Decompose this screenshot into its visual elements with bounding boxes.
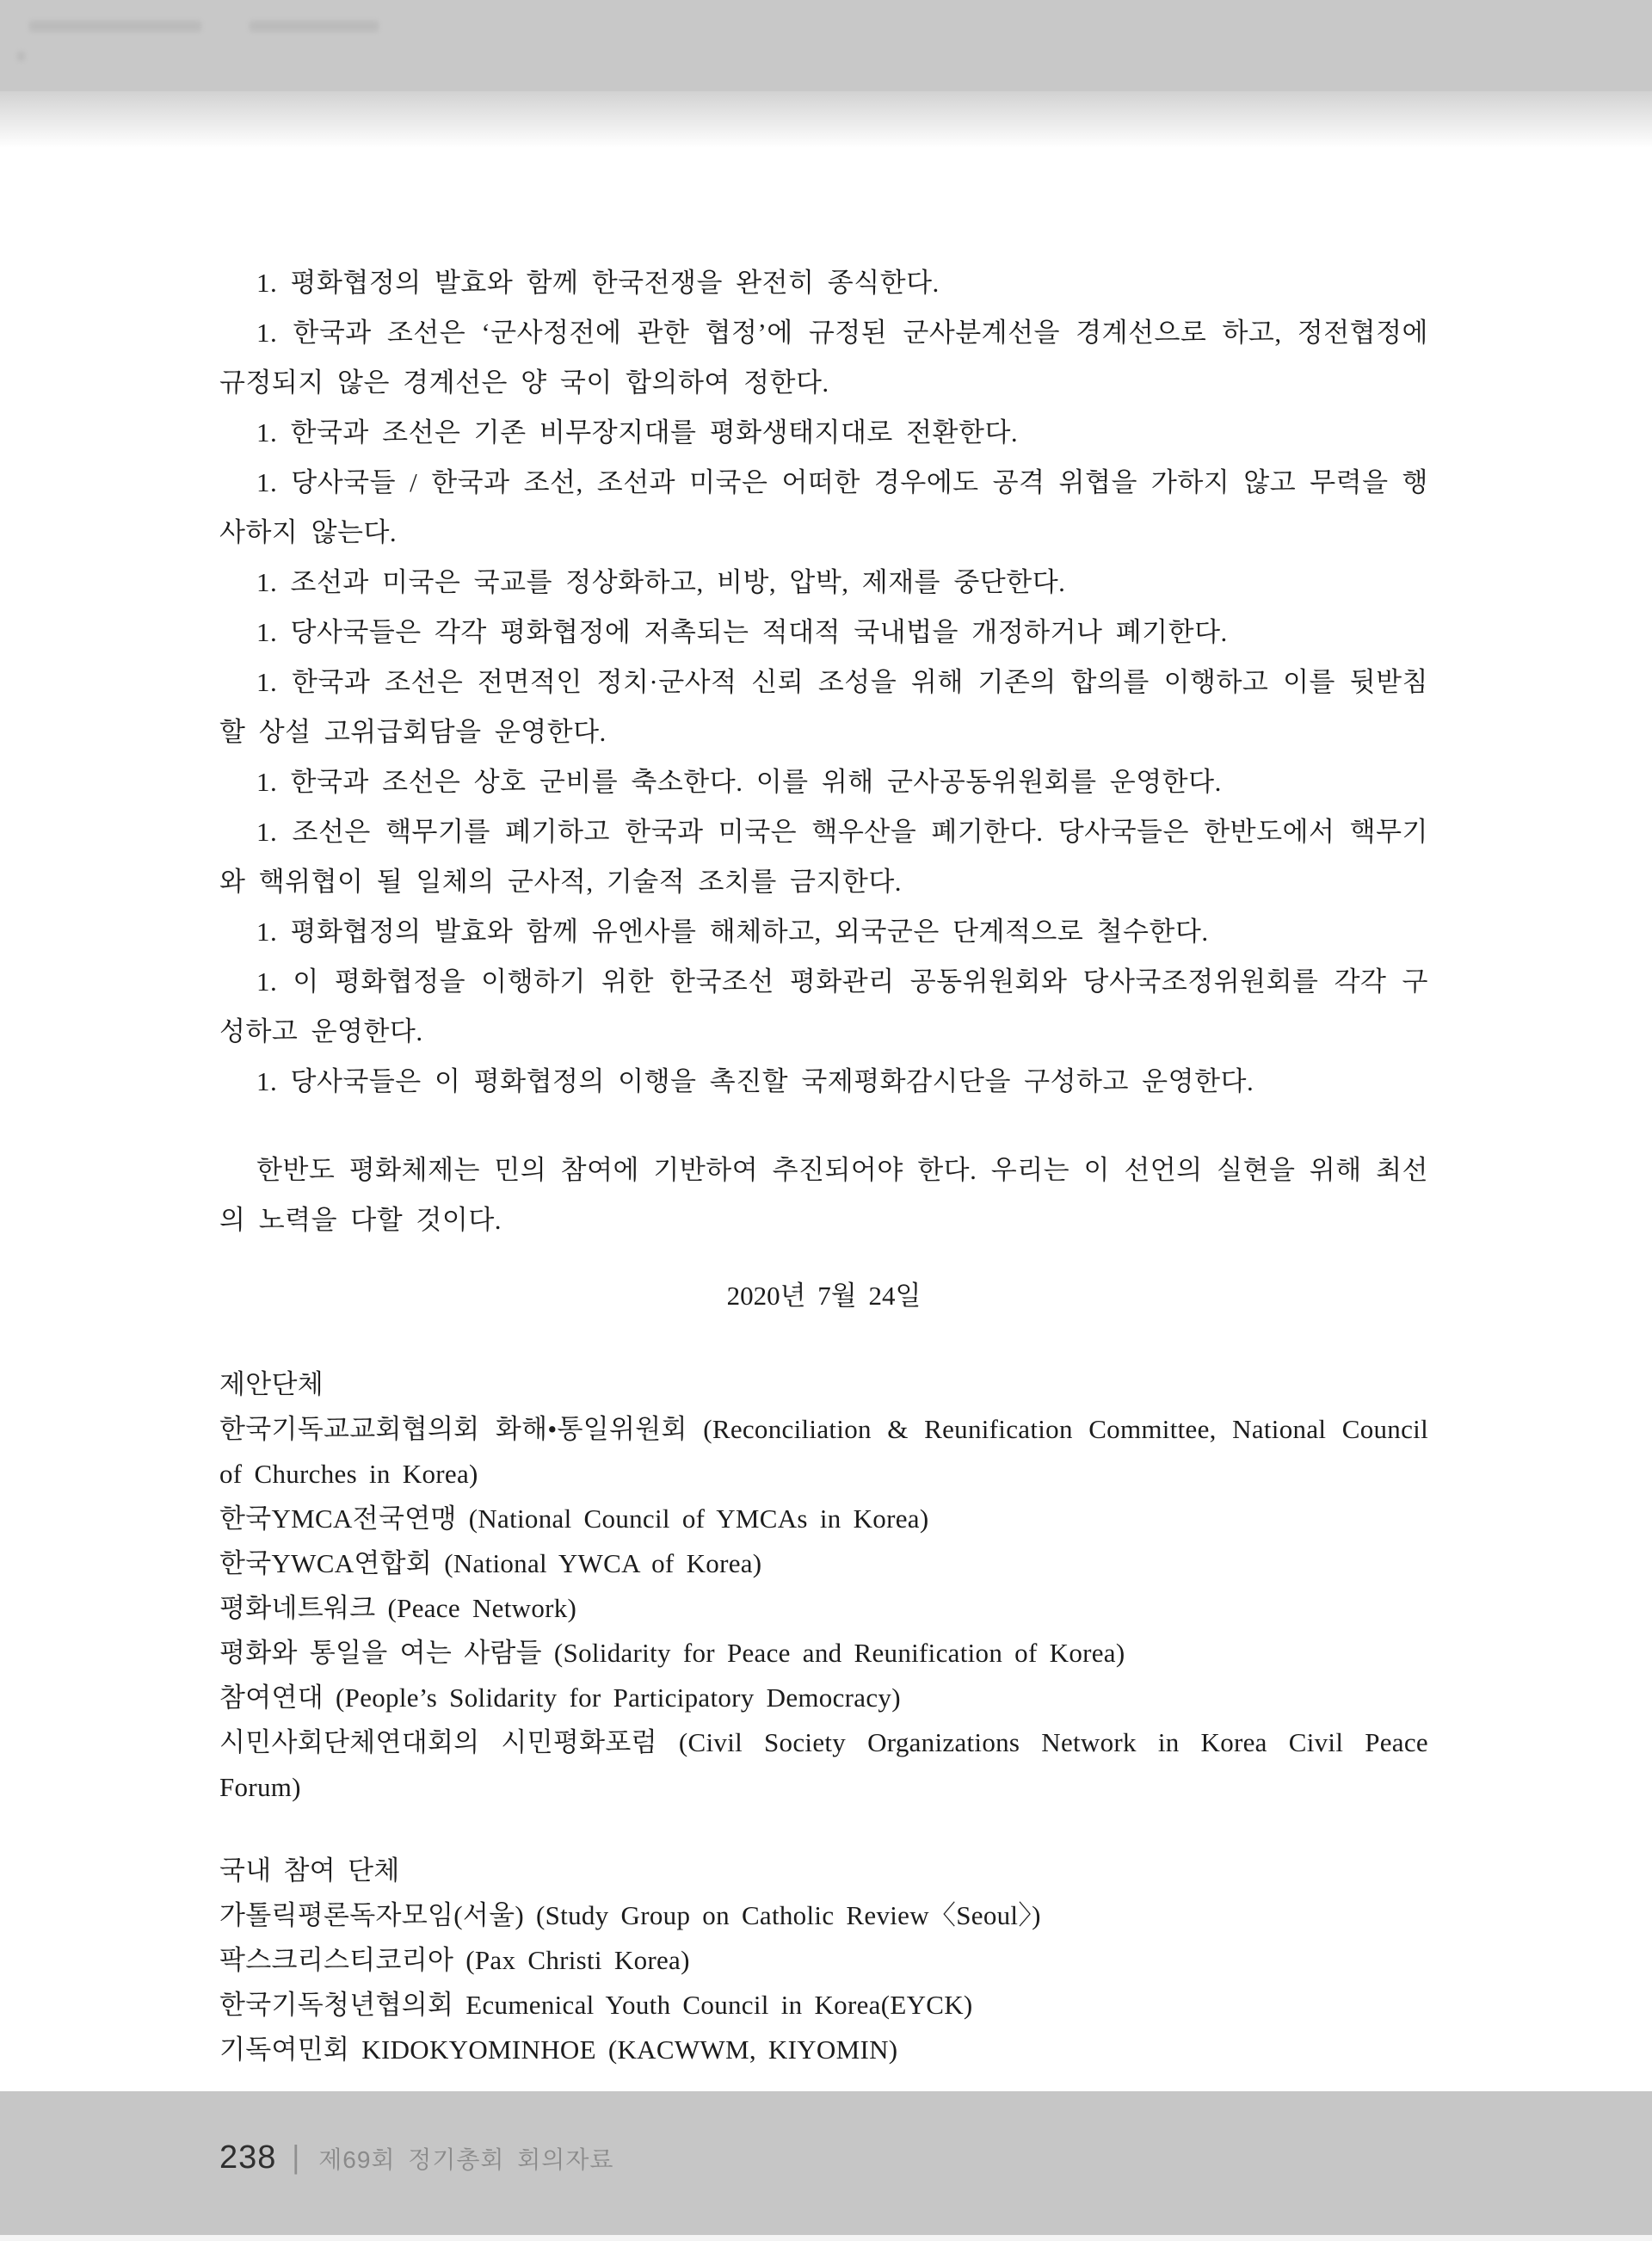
organization-line: 한국기독교교회협의회 화해•통일위원회 (Reconciliation & Reunification Committee, National Council of Churches in Korea) [219,1414,1428,1489]
declaration-item [219,558,1428,608]
item-number: 1. [256,268,278,298]
organization-line: 가톨릭평론독자모임(서울) (Study Group on Catholic Review〈Seoul〉) [219,1900,1041,1930]
page-bottom-edge [0,2235,1652,2241]
item-number: 1. [256,817,278,847]
closing-paragraph: 한반도 평화체제는 민의 참여에 기반하여 추진되어야 한다. 우리는 이 선언의 실현을 위해 최선의 노력을 다할 것이다. [219,1155,1428,1235]
organization-line: 한국YWCA연합회 (National YWCA of Korea) [219,1548,762,1578]
organization-line: 평화와 통일을 여는 사람들 (Solidarity for Peace and Reunification of Korea) [219,1638,1125,1668]
item-text: 조선과 미국은 국교를 정상화하고, 비방, 압박, 제재를 중단한다. [290,567,1066,597]
item-number: 1. [256,767,278,797]
item-text: 한국과 조선은 상호 군비를 축소한다. 이를 위해 군사공동위원회를 운영한다. [290,767,1222,797]
item-number: 1. [256,318,278,348]
page-number: 238 [219,2139,277,2176]
item-number: 1. [256,966,278,997]
item-text: 한국과 조선은 ‘군사정전에 관한 협정’에 규정된 군사분계선을 경계선으로 하고, 정전협정에 규정되지 않은 경계선은 양 국이 합의하여 정한다. [219,318,1428,398]
item-text: 한국과 조선은 기존 비무장지대를 평화생태지대로 전환한다. [290,417,1019,448]
item-number: 1. [256,567,278,597]
item-number: 1. [256,917,278,947]
declaration-item [219,458,1428,558]
organization-line: 한국YMCA전국연맹 (National Council of YMCAs in Korea) [219,1503,929,1534]
organization-line: 참여연대 (People’s Solidarity for Participatory Democracy) [219,1682,901,1713]
organization-line: 기독여민회 KIDOKYOMINHOE (KACWWM, KIYOMIN) [219,2034,898,2065]
item-text: 조선은 핵무기를 폐기하고 한국과 미국은 핵우산을 폐기한다. 당사국들은 한반도에서 핵무기와 핵위협이 될 일체의 군사적, 기술적 조치를 금지한다. [219,817,1429,897]
declaration-item [219,957,1428,1057]
page-footer [0,2091,1652,2241]
item-number: 1. [256,1066,278,1096]
declaration-item [219,308,1428,408]
item-text: 당사국들은 이 평화협정의 이행을 촉진할 국제평화감시단을 구성하고 운영한다. [290,1066,1254,1096]
section-title: 국내 참여 단체 [219,1855,400,1886]
declaration-item [219,657,1428,757]
date-line: 2020년 7월 24일 [726,1281,922,1311]
organization-line: 팍스크리스티코리아 (Pax Christi Korea) [219,1945,690,1975]
declaration-item [219,1057,1428,1107]
item-text: 당사국들 / 한국과 조선, 조선과 미국은 어떠한 경우에도 공격 위협을 가하지 않고 무력을 행사하지 않는다. [219,467,1429,547]
item-number: 1. [256,417,278,448]
footer-doc-title: 제69회 정기총회 회의자료 [318,2145,614,2173]
declaration-item [219,608,1428,657]
item-number: 1. [256,617,278,647]
declaration-item [219,807,1428,907]
declaration-item [219,258,1428,308]
footer-divider: | [292,2139,300,2176]
domestic-organizations-section [219,1849,1428,2072]
declaration-item [219,408,1428,458]
organization-line: 한국기독청년협의회 Ecumenical Youth Council in Korea(EYCK) [219,1990,973,2020]
item-text: 평화협정의 발효와 함께 한국전쟁을 완전히 종식한다. [290,268,940,298]
item-text: 한국과 조선은 전면적인 정치·군사적 신뢰 조성을 위해 기존의 합의를 이행하고 이를 뒷받침 할 상설 고위급회담을 운영한다. [219,667,1428,747]
item-number: 1. [256,467,278,497]
declaration-item [219,757,1428,807]
declaration-item [219,907,1428,957]
organization-line: 시민사회단체연대회의 시민평화포럼 (Civil Society Organizations Network in Korea Civil Peace Forum) [219,1727,1428,1802]
declaration-list [219,258,1428,1107]
item-text: 당사국들은 각각 평화협정에 저촉되는 적대적 국내법을 개정하거나 폐기한다. [290,617,1228,647]
organization-line: 평화네트워크 (Peace Network) [219,1593,577,1623]
item-text: 이 평화협정을 이행하기 위한 한국조선 평화관리 공동위원회와 당사국조정위원회를 각각 구성하고 운영한다. [219,966,1429,1046]
item-number: 1. [256,667,278,697]
footer-row [219,2139,613,2176]
proposing-organizations-section [219,1362,1428,1810]
item-text: 평화협정의 발효와 함께 유엔사를 해체하고, 외국군은 단계적으로 철수한다. [290,917,1209,947]
section-title: 제안단체 [219,1369,324,1399]
